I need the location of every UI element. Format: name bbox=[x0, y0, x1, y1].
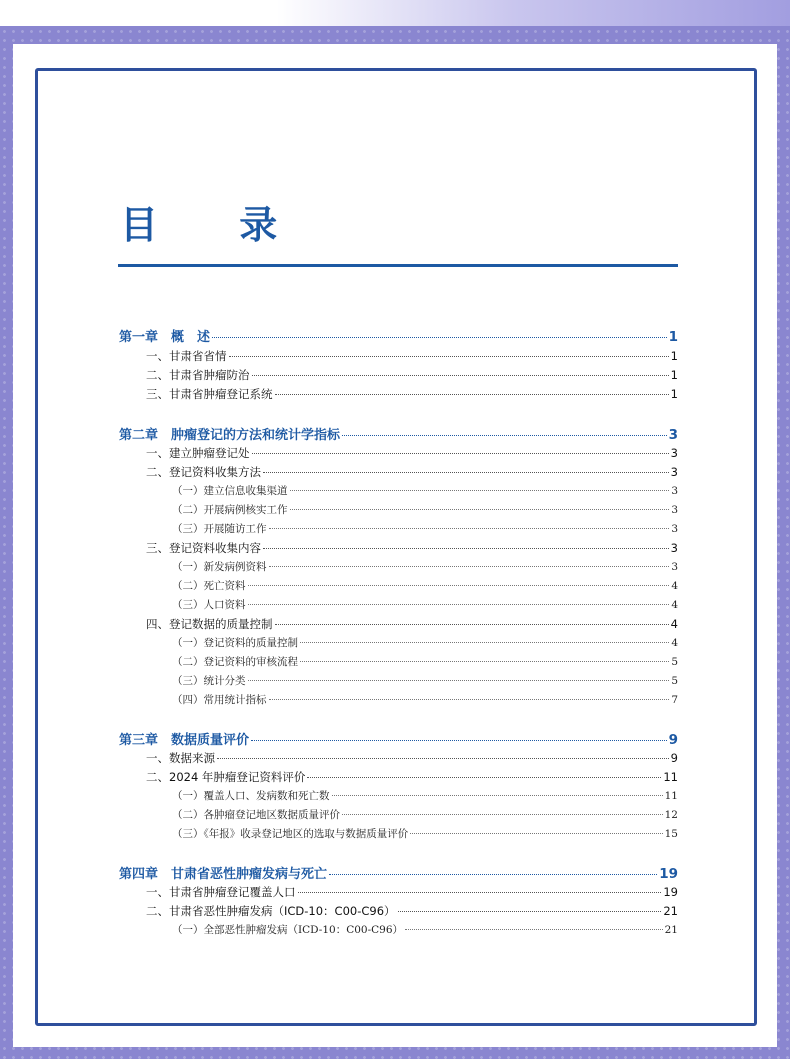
dot-leader bbox=[307, 777, 661, 778]
toc-entry-label: 第三章 数据质量评价 bbox=[119, 733, 250, 748]
toc-page-number: 4 bbox=[670, 617, 678, 631]
toc-entry-label: （四）常用统计指标 bbox=[172, 694, 267, 706]
toc-entry-sub[interactable] bbox=[172, 502, 678, 517]
toc-page-number: 3 bbox=[671, 485, 678, 497]
toc-page-number: 7 bbox=[671, 694, 678, 706]
dot-leader bbox=[300, 642, 669, 643]
dot-leader bbox=[410, 833, 662, 834]
toc-entry-sub[interactable] bbox=[172, 521, 678, 536]
toc-entry-sub[interactable] bbox=[172, 559, 678, 574]
dot-leader bbox=[300, 661, 669, 662]
toc-entry-label: 一、甘肃省肿瘤登记覆盖人口 bbox=[146, 885, 296, 899]
dot-leader bbox=[405, 929, 663, 930]
toc-entry-section[interactable] bbox=[146, 445, 678, 461]
dot-leader bbox=[229, 356, 669, 357]
dot-leader bbox=[298, 892, 662, 893]
toc-entry-sub[interactable] bbox=[172, 654, 678, 669]
toc-entry-label: 一、数据来源 bbox=[146, 751, 215, 765]
toc-page-number: 21 bbox=[664, 924, 678, 936]
toc-entry-sub[interactable] bbox=[172, 578, 678, 593]
toc-entry-label: （二）开展病例核实工作 bbox=[172, 504, 288, 516]
toc-entry-label: 第一章 概 述 bbox=[119, 330, 211, 345]
toc-entry-sub[interactable] bbox=[172, 788, 678, 803]
toc-page-number: 3 bbox=[670, 541, 678, 555]
toc-page-number: 1 bbox=[670, 387, 678, 401]
dot-leader bbox=[251, 740, 667, 741]
toc-entry-label: 二、甘肃省恶性肿瘤发病（ICD-10：C00-C96） bbox=[146, 904, 396, 918]
dot-leader bbox=[217, 758, 669, 759]
toc-entry-label: 一、甘肃省省情 bbox=[146, 349, 227, 363]
toc-entry-label: 二、2024 年肿瘤登记资料评价 bbox=[146, 770, 306, 784]
toc-title: 目 录 bbox=[120, 202, 312, 247]
toc-page-number: 1 bbox=[670, 368, 678, 382]
toc-page-number: 9 bbox=[670, 751, 678, 765]
toc-page-number: 12 bbox=[664, 809, 678, 821]
dot-leader bbox=[248, 680, 670, 681]
dot-leader bbox=[275, 394, 669, 395]
toc-page-number: 3 bbox=[671, 561, 678, 573]
toc-entry-sub[interactable] bbox=[172, 483, 678, 498]
toc-entry-label: 四、登记数据的质量控制 bbox=[146, 617, 273, 631]
toc-page-number: 19 bbox=[663, 885, 678, 899]
toc-entry-label: 二、登记资料收集方法 bbox=[146, 465, 261, 479]
toc-entry-section[interactable] bbox=[146, 750, 678, 766]
toc-entry-chapter[interactable] bbox=[119, 424, 678, 443]
toc-page-number: 3 bbox=[668, 427, 678, 443]
dot-leader bbox=[290, 490, 670, 491]
toc-page-number: 3 bbox=[671, 504, 678, 516]
toc-entry-label: 三、登记资料收集内容 bbox=[146, 541, 261, 555]
dot-leader bbox=[329, 874, 657, 875]
toc-entry-label: （一）新发病例资料 bbox=[172, 561, 267, 573]
toc-entry-label: （三）《年报》收录登记地区的选取与数据质量评价 bbox=[172, 828, 409, 840]
toc-entry-label: 三、甘肃省肿瘤登记系统 bbox=[146, 387, 273, 401]
toc-entry-chapter[interactable] bbox=[119, 326, 678, 345]
dot-leader bbox=[248, 585, 670, 586]
toc-entry-label: （三）人口资料 bbox=[172, 599, 246, 611]
dot-leader bbox=[252, 453, 669, 454]
toc-entry-chapter[interactable] bbox=[119, 729, 678, 748]
toc-entry-section[interactable] bbox=[146, 367, 678, 383]
toc-entry-label: 第四章 甘肃省恶性肿瘤发病与死亡 bbox=[119, 867, 328, 882]
toc-entry-label: （一）建立信息收集渠道 bbox=[172, 485, 288, 497]
toc-page-number: 4 bbox=[671, 637, 678, 649]
toc-entry-label: 一、建立肿瘤登记处 bbox=[146, 446, 250, 460]
dot-leader bbox=[342, 435, 667, 436]
dot-leader bbox=[248, 604, 670, 605]
toc-entry-label: （二）死亡资料 bbox=[172, 580, 246, 592]
toc-page-number: 5 bbox=[671, 656, 678, 668]
toc-page-number: 3 bbox=[670, 465, 678, 479]
toc-entry-label: （二）各肿瘤登记地区数据质量评价 bbox=[172, 809, 340, 821]
toc-entry-sub[interactable] bbox=[172, 807, 678, 822]
toc-entry-sub[interactable] bbox=[172, 922, 678, 937]
toc-page-number: 3 bbox=[671, 523, 678, 535]
toc-entry-chapter[interactable] bbox=[119, 863, 678, 882]
toc-entry-section[interactable] bbox=[146, 540, 678, 556]
toc-page-number: 4 bbox=[671, 599, 678, 611]
toc-entry-label: （一）覆盖人口、发病数和死亡数 bbox=[172, 790, 330, 802]
toc-entry-label: 第二章 肿瘤登记的方法和统计学指标 bbox=[119, 428, 341, 443]
toc-entry-section[interactable] bbox=[146, 348, 678, 364]
toc-page-number: 1 bbox=[670, 349, 678, 363]
toc-page-number: 11 bbox=[664, 790, 678, 802]
toc-entry-label: （一）全部恶性肿瘤发病（ICD-10：C00-C96） bbox=[172, 924, 404, 936]
toc-entry-sub[interactable] bbox=[172, 597, 678, 612]
toc-page-number: 19 bbox=[659, 866, 678, 882]
toc-entry-section[interactable] bbox=[146, 903, 678, 919]
toc-entry-sub[interactable] bbox=[172, 673, 678, 688]
toc-page-number: 1 bbox=[668, 329, 678, 345]
dot-leader bbox=[263, 472, 669, 473]
dot-leader bbox=[275, 624, 669, 625]
toc-entry-sub[interactable] bbox=[172, 826, 678, 841]
toc-entry-sub[interactable] bbox=[172, 635, 678, 650]
toc-page-number: 21 bbox=[663, 904, 678, 918]
toc-entry-sub[interactable] bbox=[172, 692, 678, 707]
toc-entry-section[interactable] bbox=[146, 616, 678, 632]
toc-entry-label: （三）开展随访工作 bbox=[172, 523, 267, 535]
toc-entry-section[interactable] bbox=[146, 386, 678, 402]
toc-entry-label: （三）统计分类 bbox=[172, 675, 246, 687]
title-rule bbox=[118, 264, 678, 267]
toc-page-number: 3 bbox=[670, 446, 678, 460]
dot-leader bbox=[290, 509, 670, 510]
dot-leader bbox=[212, 337, 667, 338]
toc-entry-section[interactable] bbox=[146, 884, 678, 900]
dot-leader bbox=[269, 566, 670, 567]
dot-leader bbox=[263, 548, 669, 549]
dot-leader bbox=[332, 795, 663, 796]
dot-leader bbox=[269, 699, 670, 700]
toc-entry-label: （一）登记资料的质量控制 bbox=[172, 637, 298, 649]
toc-entry-label: （二）登记资料的审核流程 bbox=[172, 656, 298, 668]
dot-leader bbox=[252, 375, 669, 376]
toc-page-number: 15 bbox=[664, 828, 678, 840]
toc-page-number: 4 bbox=[671, 580, 678, 592]
top-gradient-band bbox=[0, 0, 790, 26]
toc-page-number: 9 bbox=[668, 732, 678, 748]
dot-leader bbox=[342, 814, 663, 815]
toc-entry-section[interactable] bbox=[146, 464, 678, 480]
toc-entry-section[interactable] bbox=[146, 769, 678, 785]
dot-leader bbox=[398, 911, 662, 912]
dot-leader bbox=[269, 528, 670, 529]
toc-page-number: 5 bbox=[671, 675, 678, 687]
toc-entry-label: 二、甘肃省肿瘤防治 bbox=[146, 368, 250, 382]
toc-page-number: 11 bbox=[663, 770, 678, 784]
